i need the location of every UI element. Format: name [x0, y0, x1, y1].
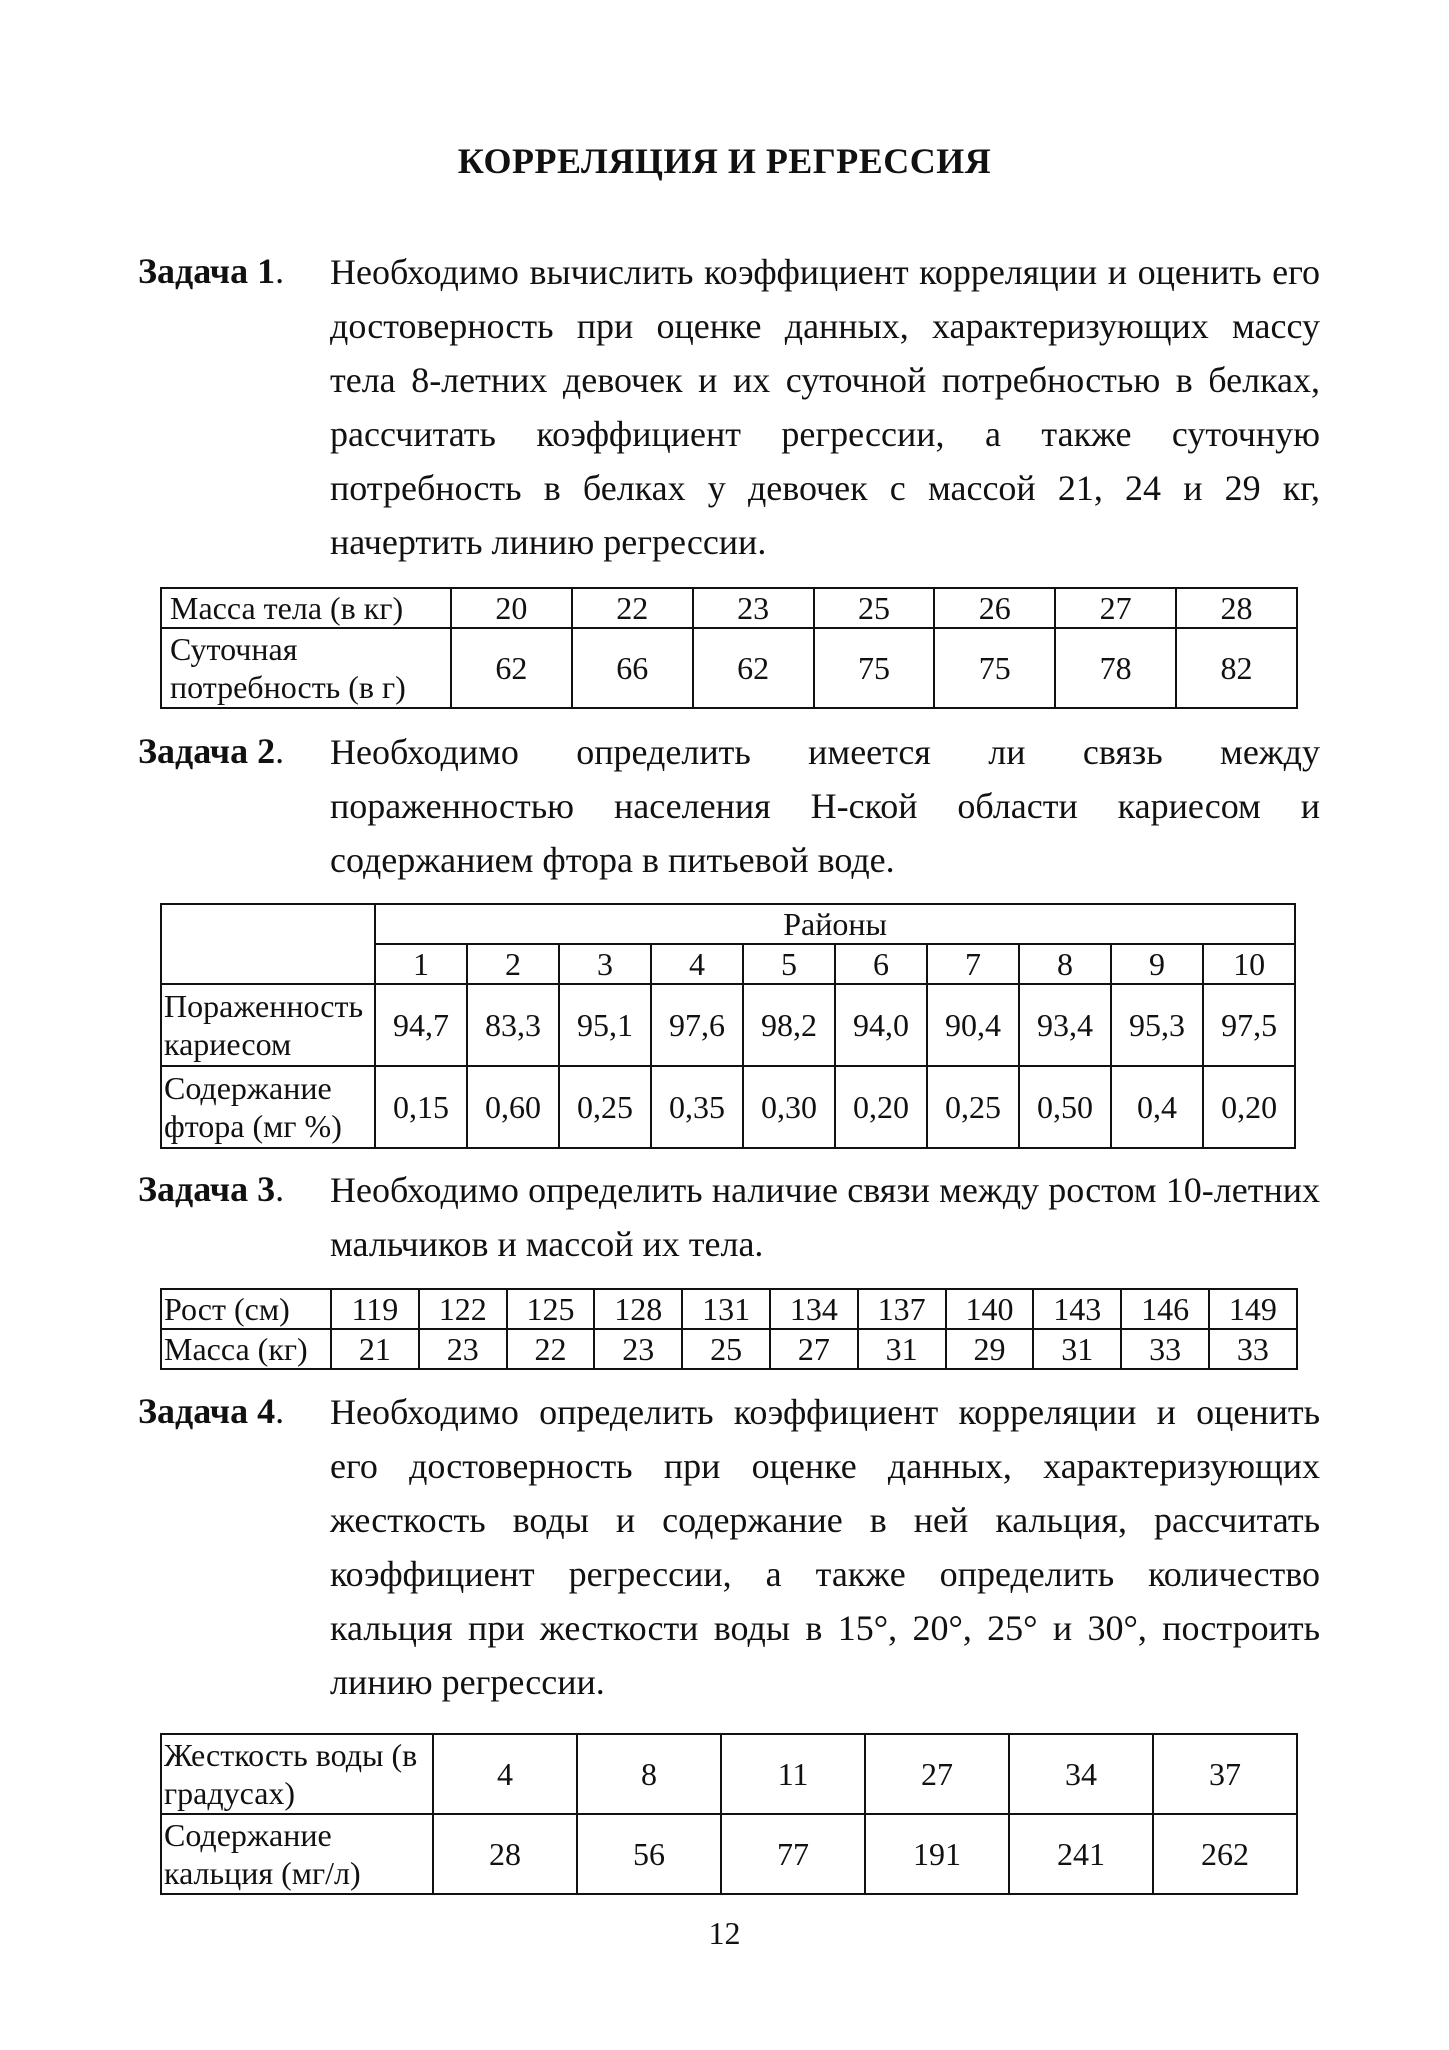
table-cell: 122 [419, 1289, 507, 1329]
table-row [161, 1066, 1295, 1148]
page-title: КОРРЕЛЯЦИЯ И РЕГРЕССИЯ [457, 141, 992, 181]
table-cell: 128 [594, 1289, 682, 1329]
table-cell: 0,25 [927, 1066, 1019, 1148]
table-cell: 94,0 [835, 984, 927, 1066]
table-cell: 0,4 [1111, 1066, 1203, 1148]
table-cell: 31 [858, 1329, 946, 1369]
task-4-label: Задача 4. [138, 1391, 285, 1431]
table-cell: 131 [682, 1289, 770, 1329]
table-cell: 34 [1009, 1734, 1153, 1814]
table-cell: 31 [1033, 1329, 1121, 1369]
column-header: 5 [743, 944, 835, 984]
table-cell: 143 [1033, 1289, 1121, 1329]
table-cell: 0,15 [375, 1066, 467, 1148]
table-cell: 8 [577, 1734, 721, 1814]
task-3-label-text: Задача 3 [138, 1169, 276, 1209]
table-row [161, 588, 1297, 628]
row-label: Масса тела (в кг) [161, 588, 451, 628]
table-cell: 75 [814, 628, 935, 708]
column-header: 7 [927, 944, 1019, 984]
table-cell: 0,50 [1019, 1066, 1111, 1148]
table-cell: 22 [572, 588, 693, 628]
table-cell: 23 [419, 1329, 507, 1369]
task-1-table [160, 587, 1298, 709]
table-cell: 23 [594, 1329, 682, 1369]
table-row [161, 628, 1297, 708]
table-cell: 90,4 [927, 984, 1019, 1066]
task-1-label-text: Задача 1 [138, 251, 276, 291]
table-cell: 37 [1153, 1734, 1297, 1814]
table-cell: 62 [451, 628, 572, 708]
table-cell: 56 [577, 1814, 721, 1894]
table-cell: 146 [1121, 1289, 1209, 1329]
task-3-text: Необходимо определить наличие связи между ростом 10-летних мальчиков и массой их тела. [330, 1170, 1320, 1264]
table-cell: 22 [507, 1329, 595, 1369]
table-cell: 75 [934, 628, 1055, 708]
task-3-label: Задача 3. [138, 1169, 285, 1209]
table-cell: 241 [1009, 1814, 1153, 1894]
table-cell: 28 [433, 1814, 577, 1894]
row-label: Содержание фтора (мг %) [161, 1066, 375, 1148]
table-cell: 140 [946, 1289, 1034, 1329]
table-cell: 33 [1121, 1329, 1209, 1369]
table-row [161, 1814, 1297, 1894]
table-cell: 0,30 [743, 1066, 835, 1148]
task-1-label: Задача 1. [138, 251, 285, 291]
column-header: 3 [559, 944, 651, 984]
row-label: Жесткость воды (в градусах) [161, 1734, 433, 1814]
table-cell: 191 [865, 1814, 1009, 1894]
table-cell: 149 [1209, 1289, 1297, 1329]
table-cell: 0,20 [1203, 1066, 1295, 1148]
table-cell: 77 [721, 1814, 865, 1894]
table-cell: 25 [814, 588, 935, 628]
table-cell: 66 [572, 628, 693, 708]
table-cell: 97,5 [1203, 984, 1295, 1066]
table-cell: 27 [1055, 588, 1176, 628]
table-cell: 29 [946, 1329, 1034, 1369]
row-label: Содержание кальция (мг/л) [161, 1814, 433, 1894]
table-cell: 4 [433, 1734, 577, 1814]
table-cell: 97,6 [651, 984, 743, 1066]
group-header: Районы [375, 904, 1295, 944]
table-cell: 23 [693, 588, 814, 628]
column-header: 6 [835, 944, 927, 984]
table-cell: 0,20 [835, 1066, 927, 1148]
task-4-table [160, 1733, 1298, 1895]
table-cell: 94,7 [375, 984, 467, 1066]
column-header: 9 [1111, 944, 1203, 984]
table-cell: 83,3 [467, 984, 559, 1066]
table-header-row [161, 904, 1295, 944]
table-cell: 11 [721, 1734, 865, 1814]
row-label: Рост (см) [161, 1289, 331, 1329]
table-cell: 28 [1176, 588, 1297, 628]
table-cell: 0,25 [559, 1066, 651, 1148]
table-row [161, 1289, 1297, 1329]
row-label: Масса (кг) [161, 1329, 331, 1369]
row-label: Суточная потребность (в г) [161, 628, 451, 708]
row-label: Пораженность кариесом [161, 984, 375, 1066]
task-2-table [160, 903, 1296, 1149]
table-cell: 0,60 [467, 1066, 559, 1148]
table-cell: 98,2 [743, 984, 835, 1066]
table-row [161, 984, 1295, 1066]
task-3-table [160, 1288, 1298, 1370]
table-cell: 33 [1209, 1329, 1297, 1369]
table-cell: 78 [1055, 628, 1176, 708]
table-cell: 26 [934, 588, 1055, 628]
task-4-text: Необходимо определить коэффициент корреляции и оценить его достоверность при оценке данных, характеризующих жесткость воды и содержание в ней кальция, рассчитать коэффициент регрессии, а также определить количество кальция при жесткости воды в 15°, 20°, 25° и 30°, построить линию регрессии. [330, 1392, 1320, 1702]
column-header: 8 [1019, 944, 1111, 984]
task-1-text: Необходимо вычислить коэффициент корреляции и оценить его достоверность при оценке данных, характеризующих массу тела 8-летних девочек и их суточной потребностью в белках, рассчитать коэффициент регрессии, а также суточную потребность в белках у девочек с массой 21, 24 и 29 кг, начертить линию регрессии. [330, 252, 1320, 562]
column-header: 4 [651, 944, 743, 984]
table-cell: 27 [865, 1734, 1009, 1814]
table-cell: 134 [770, 1289, 858, 1329]
page-number: 12 [708, 1915, 741, 1951]
table-row [161, 1329, 1297, 1369]
column-header: 10 [1203, 944, 1295, 984]
column-header: 2 [467, 944, 559, 984]
column-header: 1 [375, 944, 467, 984]
table-cell: 20 [451, 588, 572, 628]
table-cell: 95,1 [559, 984, 651, 1066]
task-4-label-text: Задача 4 [138, 1391, 276, 1431]
table-cell: 0,35 [651, 1066, 743, 1148]
task-2-label: Задача 2. [138, 731, 285, 771]
table-cell: 21 [331, 1329, 419, 1369]
task-2-label-text: Задача 2 [138, 731, 276, 771]
table-cell: 119 [331, 1289, 419, 1329]
table-cell: 262 [1153, 1814, 1297, 1894]
table-row [161, 1734, 1297, 1814]
table-cell: 125 [507, 1289, 595, 1329]
table-cell: 95,3 [1111, 984, 1203, 1066]
table-cell: 137 [858, 1289, 946, 1329]
table-cell: 93,4 [1019, 984, 1111, 1066]
table-cell: 82 [1176, 628, 1297, 708]
table-cell: 62 [693, 628, 814, 708]
table-cell: 27 [770, 1329, 858, 1369]
table-cell: 25 [682, 1329, 770, 1369]
empty-corner-cell [161, 904, 375, 984]
task-2-text: Необходимо определить имеется ли связь между пораженностью населения Н-ской области кариесом и содержанием фтора в питьевой воде. [330, 732, 1320, 880]
